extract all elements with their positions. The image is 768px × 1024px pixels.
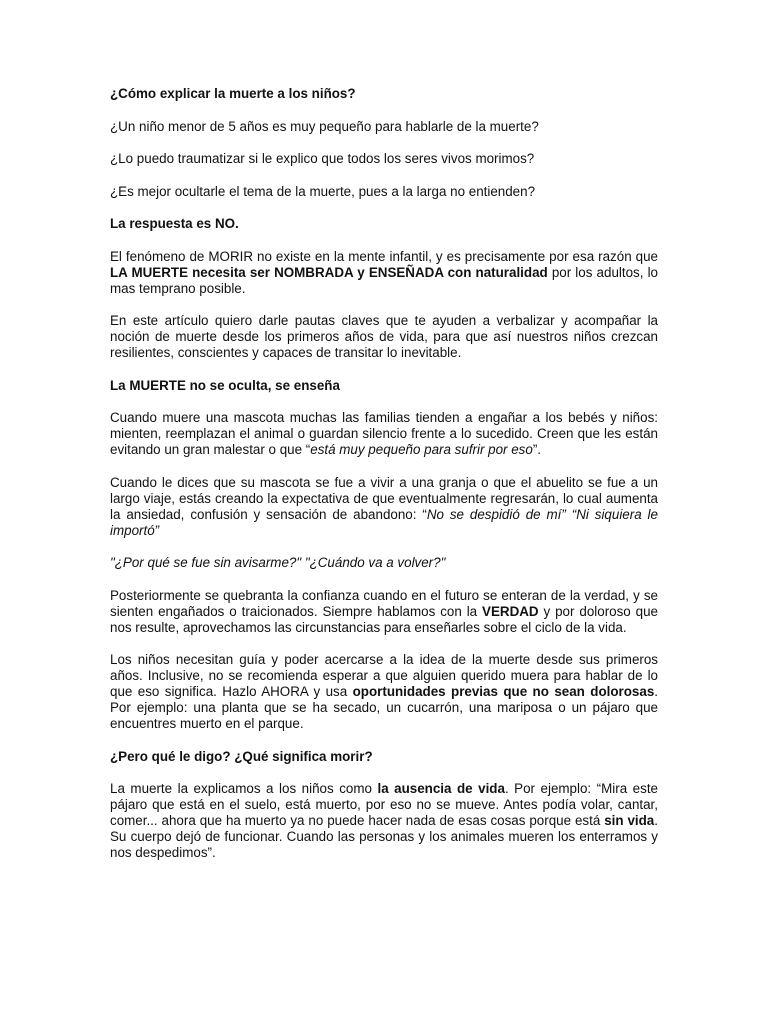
text-run: . Por ejemplo: una planta que se ha secado, un cucarrón, una mariposa o un pájaro que encuentres muerto en el parque. [110,684,658,731]
text-run: El fenómeno de MORIR no existe en la mente infantil, y es precisamente por esa razón que [110,248,658,264]
emphasis-run: la ausencia de vida [377,781,505,796]
paragraph-confianza [110,588,658,636]
quote-line: "¿Por qué se fue sin avisarme?" "¿Cuándo va a volver?" [110,555,446,570]
text-run: Cuando le dices que su mascota se fue a vivir a una granja o que el abuelito se fue a un largo viaje, estás creando la expectativa de que eventualmente regresarán, lo cual aumenta la ansiedad, confusión y sensación de abandono: “ [110,474,658,522]
italic-run: está muy pequeño para sufrir por eso [310,442,533,457]
text-run: Los niños necesitan guía y poder acercarse a la idea de la muerte desde sus primeros años. Inclusive, no se recomienda esperar a que alguien querido muera para hablar de lo que eso significa. Hazlo AHORA y usa [110,652,658,699]
question-3: ¿Es mejor ocultarle el tema de la muerte, pues a la larga no entienden? [110,183,536,199]
text-run: Posteriormente se quebranta la confianza cuando en el futuro se enteran de la verdad, y se sienten engañados o traicionados. Siempre hablamos con la [110,587,658,619]
text-run: La muerte la explicamos a los niños como [110,781,378,796]
text-run: Cuando muere una mascota muchas las familias tienden a engañar a los bebés y niños: mienten, reemplazan el animal o guardan silencio frente a lo sucedido. Creen que les están evitando un gran malestar o que “ [110,410,658,457]
emphasis-run: LA MUERTE necesita ser NOMBRADA y ENSEÑADA con naturalidad [110,264,548,280]
paragraph-guia [110,652,658,732]
paragraph-morir [110,249,658,297]
text-run: por los adultos, lo mas temprano posible. [110,264,658,296]
emphasis-run: sin vida [604,813,655,828]
text-run: ”. [532,442,541,457]
document-title: ¿Cómo explicar la muerte a los niños? [110,86,356,101]
section-heading-morir: ¿Pero qué le digo? ¿Qué significa morir? [110,748,373,764]
text-run: . Su cuerpo dejó de funcionar. Cuando las personas y los animales mueren los enterramos y nos despedimos”. [110,813,658,860]
paragraph-ausencia [110,781,658,861]
paragraph-mascota [110,410,658,458]
question-1: ¿Un niño menor de 5 años es muy pequeño para hablarle de la muerte? [110,118,539,134]
text-run: . Por ejemplo: “Mira este pájaro que está en el suelo, está muerto, por eso no se mueve. Antes podía volar, cantar, comer... ahora que ha muerto ya no puede hacer nada de esas cosas porque está [110,781,658,828]
paragraph-articulo: En este artículo quiero darle pautas claves que te ayuden a verbalizar y acompañar la noción de muerte desde los primeros años de vida, para que así nuestros niños crezcan resilientes, conscientes y capaces de transitar lo inevitable. [110,313,658,360]
text-run: y por doloroso que nos resulte, aprovechamos las circunstancias para enseñarles sobre el ciclo de la vida. [110,603,658,635]
emphasis-run: oportunidades previas que no sean dolorosas [352,684,655,699]
emphasis-run: VERDAD [482,603,539,619]
paragraph-granja [110,475,658,539]
italic-run: No se despidió de mí” “Ni siquiera le importó” [110,506,658,538]
question-2: ¿Lo puedo traumatizar si le explico que todos los seres vivos morimos? [110,151,535,166]
answer-heading: La respuesta es NO. [110,216,239,231]
section-heading-oculta: La MUERTE no se oculta, se enseña [110,377,340,393]
